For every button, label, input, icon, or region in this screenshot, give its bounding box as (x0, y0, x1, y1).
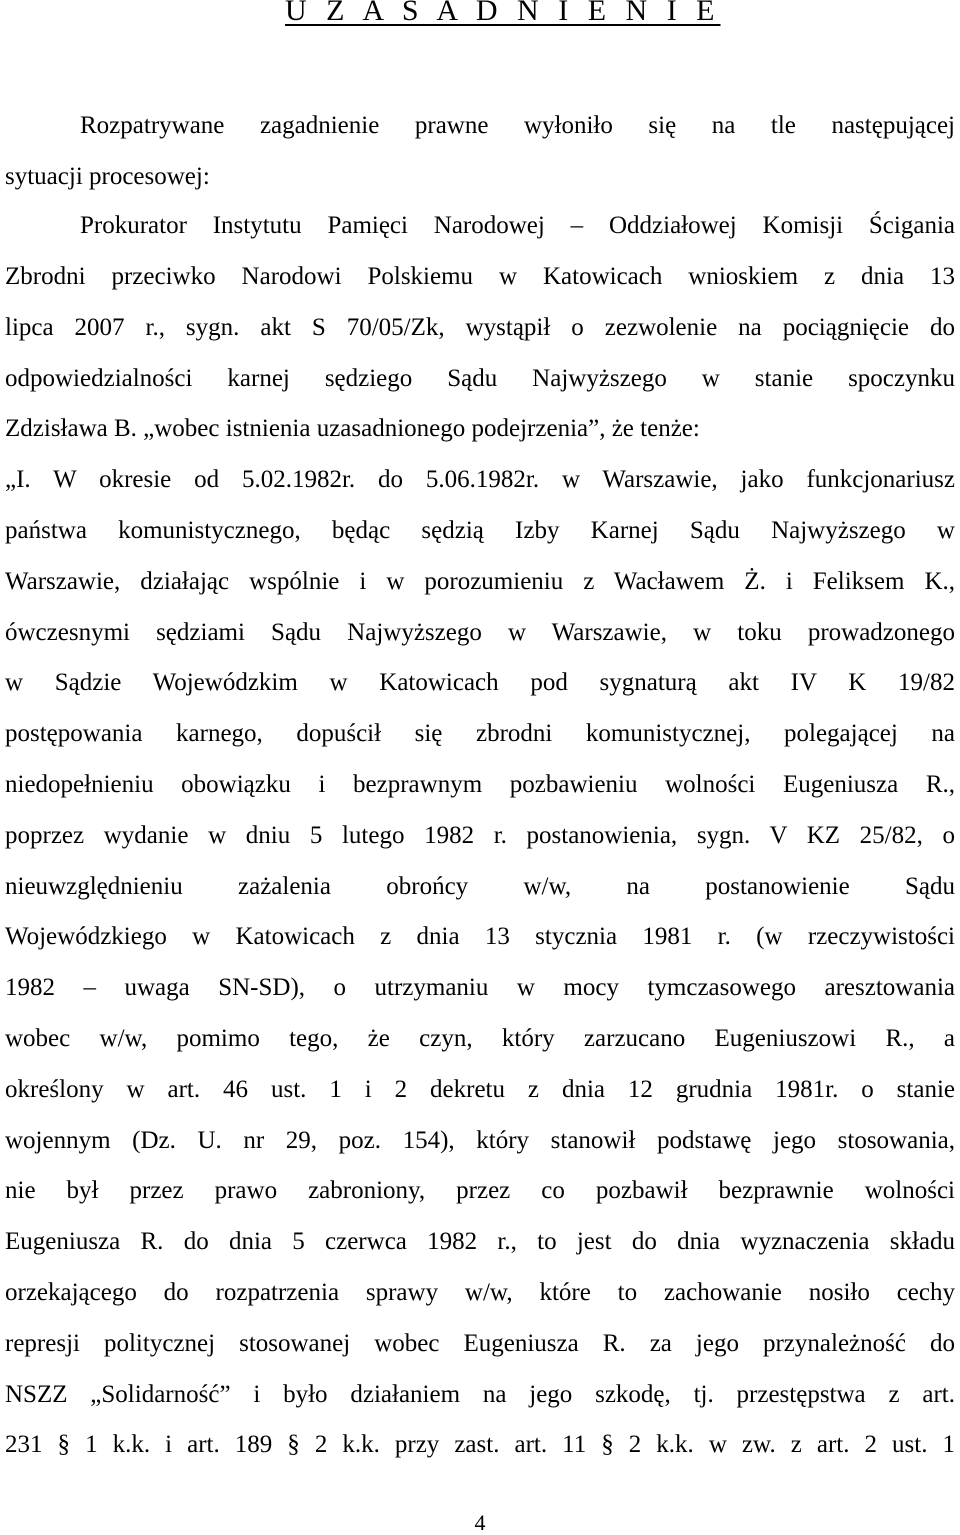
text-line: niedopełnieniu obowiązku i bezprawnym pozbawieniu wolności Eugeniusza R., (5, 771, 955, 798)
text-line: 231 § 1 k.k. i art. 189 § 2 k.k. przy zast. art. 11 § 2 k.k. w zw. z art. 2 ust. 1 (5, 1431, 955, 1458)
text-line: poprzez wydanie w dniu 5 lutego 1982 r. postanowienia, sygn. V KZ 25/82, o (5, 822, 955, 849)
page-number: 4 (474, 1510, 486, 1535)
text-line: Zbrodni przeciwko Narodowi Polskiemu w Katowicach wnioskiem z dnia 13 (5, 263, 955, 290)
text-line: Rozpatrywane zagadnienie prawne wyłoniło się na tle następującej (80, 112, 955, 139)
text-line: wojennym (Dz. U. nr 29, poz. 154), który stanowił podstawę jego stosowania, (5, 1127, 955, 1154)
text-line: odpowiedzialności karnej sędziego Sądu Najwyższego w stanie spoczynku (5, 365, 955, 392)
text-line: określony w art. 46 ust. 1 i 2 dekretu z dnia 12 grudnia 1981r. o stanie (5, 1076, 955, 1103)
text-line: wobec w/w, pomimo tego, że czyn, który zarzucano Eugeniuszowi R., a (5, 1025, 955, 1052)
text-line: nieuwzględnieniu zażalenia obrońcy w/w, na postanowienie Sądu (5, 873, 955, 900)
text-line: lipca 2007 r., sygn. akt S 70/05/Zk, wystąpił o zezwolenie na pociągnięcie do (5, 314, 955, 341)
text-line: Eugeniusza R. do dnia 5 czerwca 1982 r., to jest do dnia wyznaczenia składu (5, 1228, 955, 1255)
text-line: nie był przez prawo zabroniony, przez co pozbawił bezprawnie wolności (5, 1177, 955, 1204)
text-line: Wojewódzkiego w Katowicach z dnia 13 stycznia 1981 r. (w rzeczywistości (5, 923, 955, 950)
text-line: NSZZ „Solidarność” i było działaniem na jego szkodę, tj. przestępstwa z art. (5, 1381, 955, 1408)
text-line: Prokurator Instytutu Pamięci Narodowej – Oddziałowej Komisji Ścigania (80, 212, 955, 239)
text-line: w Sądzie Wojewódzkim w Katowicach pod sygnaturą akt IV K 19/82 (5, 669, 955, 696)
text-line: ówczesnymi sędziami Sądu Najwyższego w Warszawie, w toku prowadzonego (5, 619, 955, 646)
text-line: Zdzisława B. „wobec istnienia uzasadnionego podejrzenia”, że tenże: (5, 415, 700, 442)
text-line: postępowania karnego, dopuścił się zbrodni komunistycznej, polegającej na (5, 720, 955, 747)
text-line: państwa komunistycznego, będąc sędzią Izby Karnej Sądu Najwyższego w (5, 517, 955, 544)
text-line: orzekającego do rozpatrzenia sprawy w/w, które to zachowanie nosiło cechy (5, 1279, 955, 1306)
text-line: Warszawie, działając wspólnie i w porozumieniu z Wacławem Ż. i Feliksem K., (5, 568, 955, 595)
text-line: sytuacji procesowej: (5, 163, 210, 190)
text-line: „I. W okresie od 5.02.1982r. do 5.06.1982r. w Warszawie, jako funkcjonariusz (5, 466, 955, 493)
text-line: represji politycznej stosowanej wobec Eugeniusza R. za jego przynależność do (5, 1330, 955, 1357)
document-heading: U Z A S A D N I E N I E (285, 0, 721, 27)
text-line: 1982 – uwaga SN-SD), o utrzymaniu w mocy tymczasowego aresztowania (5, 974, 955, 1001)
